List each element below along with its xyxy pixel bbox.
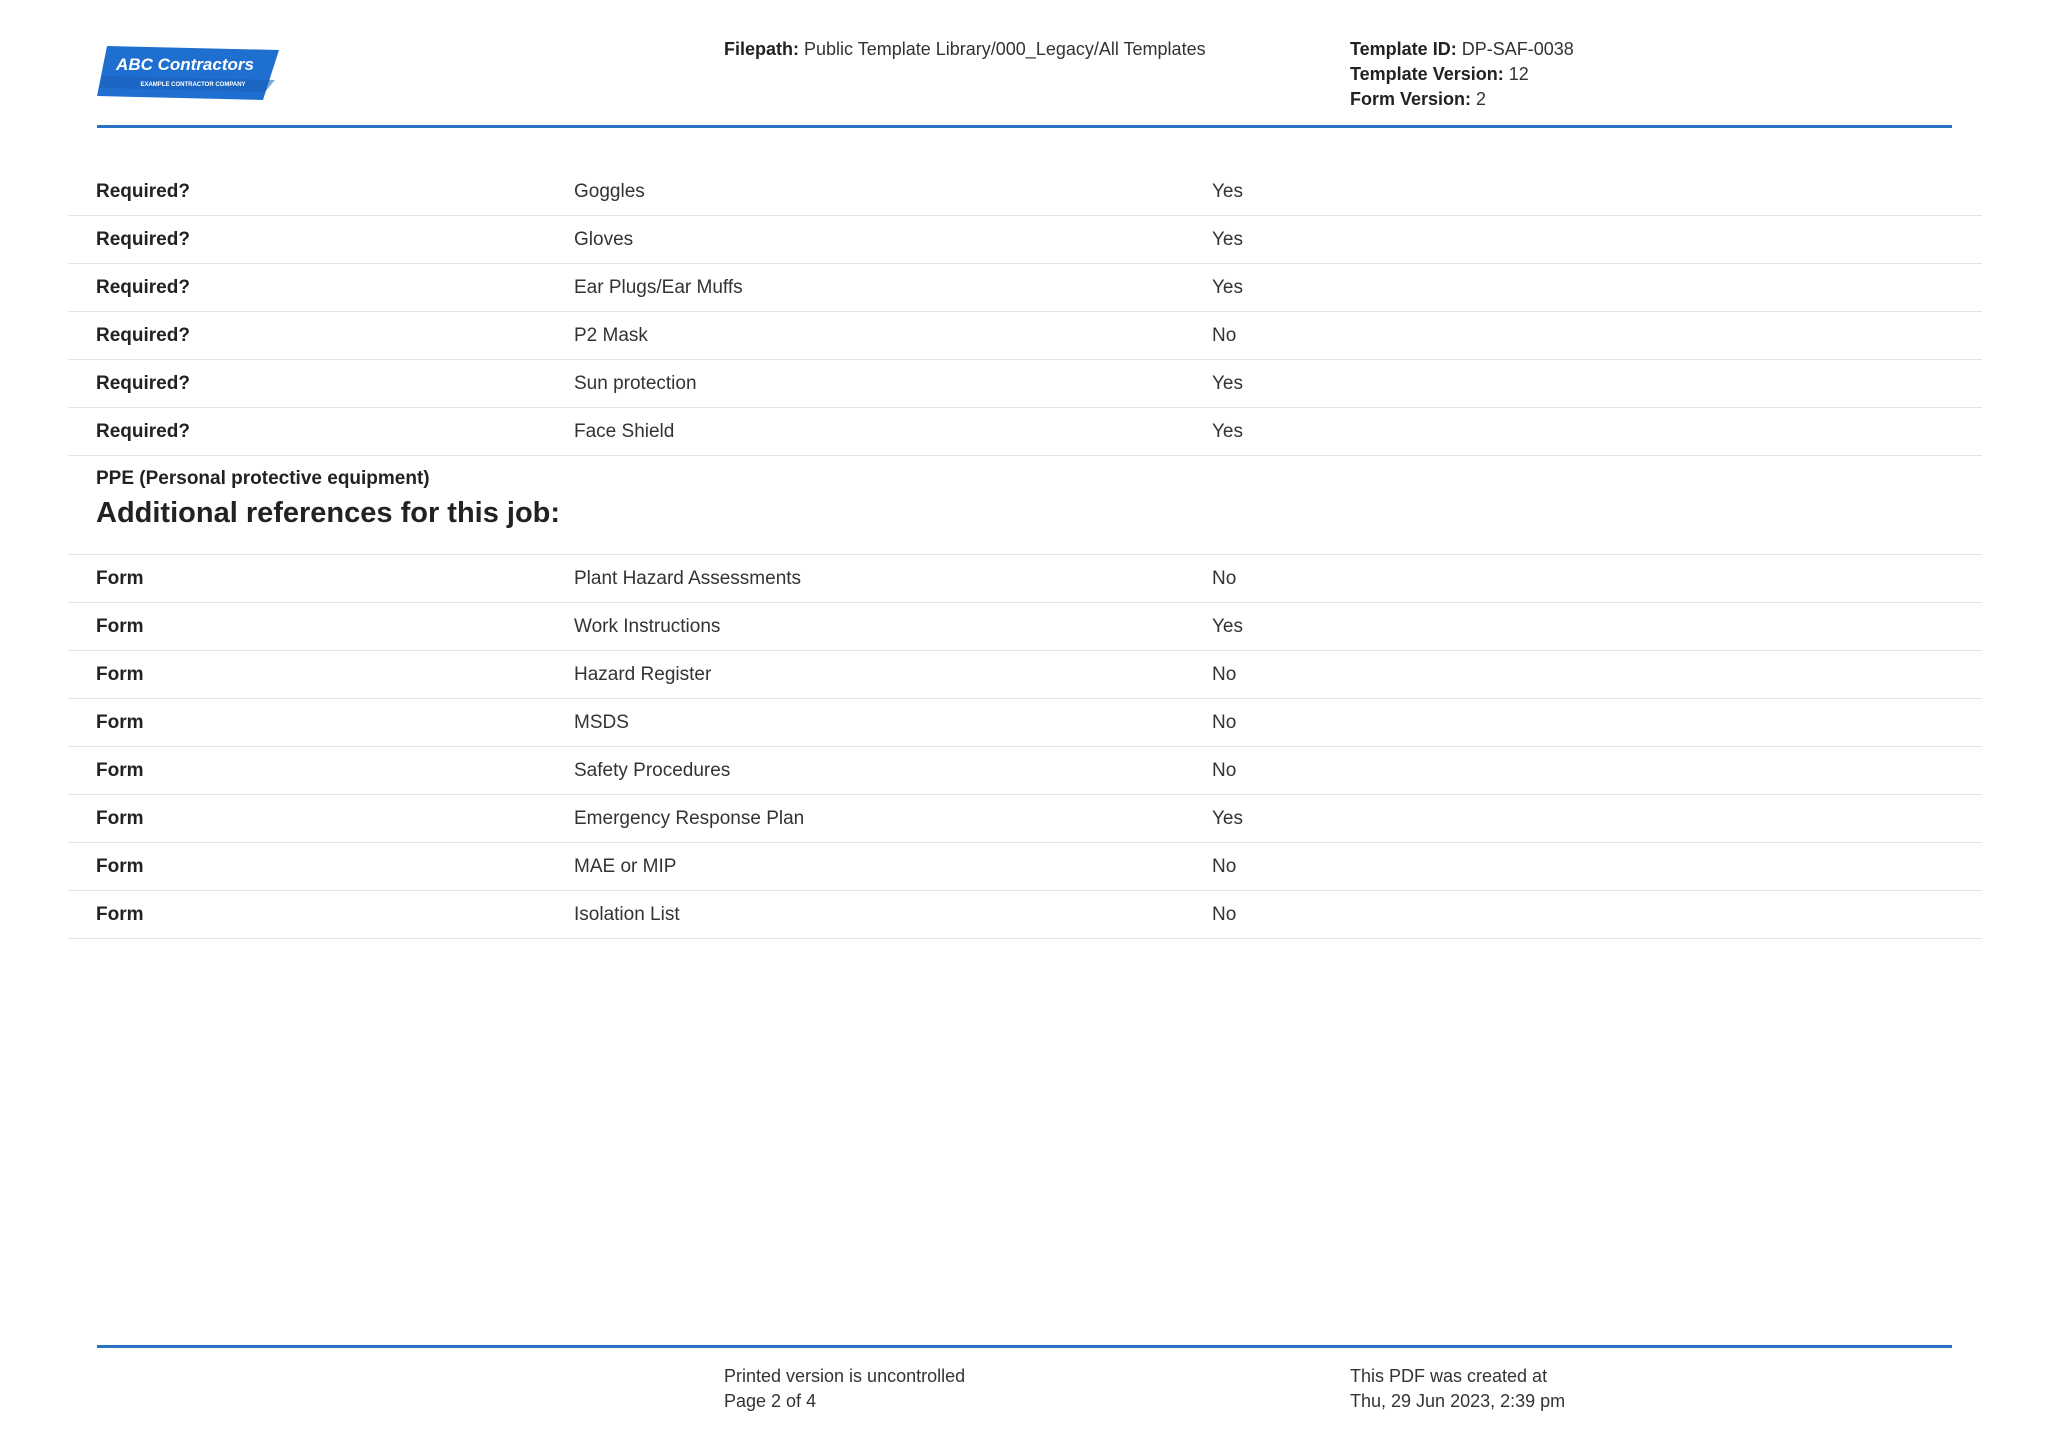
filepath-value: Public Template Library/000_Legacy/All Templates xyxy=(804,39,1206,59)
row-item: MSDS xyxy=(574,712,629,733)
page-footer xyxy=(97,1345,1952,1411)
created-timestamp: Thu, 29 Jun 2023, 2:39 pm xyxy=(1350,1391,1566,1411)
row-label: Form xyxy=(96,712,144,733)
row-value: Yes xyxy=(1212,616,1243,637)
row-value: Yes xyxy=(1212,229,1243,250)
footer-center xyxy=(724,1364,965,1414)
row-item: P2 Mask xyxy=(574,325,648,346)
company-logo xyxy=(97,46,279,100)
logo-tagline: EXAMPLE CONTRACTOR COMPANY xyxy=(140,82,246,88)
section-heading xyxy=(96,466,560,533)
row-value: Yes xyxy=(1212,808,1243,829)
row-label: Form xyxy=(96,808,144,829)
row-value: Yes xyxy=(1212,421,1243,442)
reference-row-mae-mip xyxy=(68,843,1982,891)
template-id xyxy=(1350,37,1574,62)
form-version xyxy=(1350,87,1574,112)
ppe-row-gloves xyxy=(68,216,1982,264)
filepath xyxy=(724,37,1206,61)
filepath-label: Filepath: xyxy=(724,39,799,59)
template-id-value: DP-SAF-0038 xyxy=(1461,39,1574,59)
reference-row-safety-procedures xyxy=(68,747,1982,795)
row-label: Required? xyxy=(96,277,190,298)
ppe-row-p2-mask xyxy=(68,312,1982,360)
row-value: No xyxy=(1212,760,1237,781)
row-label: Required? xyxy=(96,421,190,442)
created-label: This PDF was created at xyxy=(1350,1366,1548,1386)
row-label: Required? xyxy=(96,181,190,202)
row-item: Hazard Register xyxy=(574,664,712,685)
logo-text: ABC Contractors xyxy=(116,55,254,74)
section-subtitle: PPE (Personal protective equipment) xyxy=(96,468,430,489)
row-value: Yes xyxy=(1212,373,1243,394)
row-label: Required? xyxy=(96,229,190,250)
row-label: Required? xyxy=(96,373,190,394)
template-version xyxy=(1350,62,1574,87)
row-label: Form xyxy=(96,904,144,925)
row-item: Work Instructions xyxy=(574,616,721,637)
row-value: No xyxy=(1212,664,1237,685)
template-meta xyxy=(1350,37,1574,112)
ppe-row-face-shield xyxy=(68,408,1982,456)
ppe-row-ear-plugs xyxy=(68,264,1982,312)
logo-badge-icon xyxy=(97,46,279,100)
row-value: No xyxy=(1212,712,1237,733)
reference-row-plant-hazard xyxy=(68,555,1982,603)
uncontrolled-notice: Printed version is uncontrolled xyxy=(724,1366,966,1386)
references-table xyxy=(68,554,1982,939)
row-label: Form xyxy=(96,856,144,877)
row-item: Face Shield xyxy=(574,421,675,442)
row-value: No xyxy=(1212,904,1237,925)
reference-row-msds xyxy=(68,699,1982,747)
ppe-table xyxy=(68,168,1982,456)
page-number: Page 2 of 4 xyxy=(724,1391,817,1411)
row-item: Gloves xyxy=(574,229,634,250)
page-header xyxy=(97,0,1952,128)
row-label: Form xyxy=(96,760,144,781)
row-label: Required? xyxy=(96,325,190,346)
row-value: Yes xyxy=(1212,277,1243,298)
row-label: Form xyxy=(96,616,144,637)
row-item: Sun protection xyxy=(574,373,697,394)
row-item: Isolation List xyxy=(574,904,680,925)
ppe-row-goggles xyxy=(68,168,1982,216)
section-title: Additional references for this job: xyxy=(96,497,561,529)
reference-row-isolation-list xyxy=(68,891,1982,939)
row-item: Plant Hazard Assessments xyxy=(574,568,802,589)
reference-row-emergency-response xyxy=(68,795,1982,843)
ppe-row-sun-protection xyxy=(68,360,1982,408)
form-version-label: Form Version: xyxy=(1350,89,1472,109)
row-item: Ear Plugs/Ear Muffs xyxy=(574,277,743,298)
form-version-value: 2 xyxy=(1476,89,1487,109)
template-version-value: 12 xyxy=(1508,64,1529,84)
row-value: No xyxy=(1212,568,1237,589)
reference-row-work-instructions xyxy=(68,603,1982,651)
row-item: MAE or MIP xyxy=(574,856,677,877)
footer-right xyxy=(1350,1364,1565,1414)
row-value: No xyxy=(1212,325,1237,346)
reference-row-hazard-register xyxy=(68,651,1982,699)
row-item: Safety Procedures xyxy=(574,760,731,781)
row-value: No xyxy=(1212,856,1237,877)
row-value: Yes xyxy=(1212,181,1243,202)
row-item: Emergency Response Plan xyxy=(574,808,805,829)
template-version-label: Template Version: xyxy=(1350,64,1504,84)
row-item: Goggles xyxy=(574,181,645,202)
row-label: Form xyxy=(96,568,144,589)
template-id-label: Template ID: xyxy=(1350,39,1457,59)
row-label: Form xyxy=(96,664,144,685)
